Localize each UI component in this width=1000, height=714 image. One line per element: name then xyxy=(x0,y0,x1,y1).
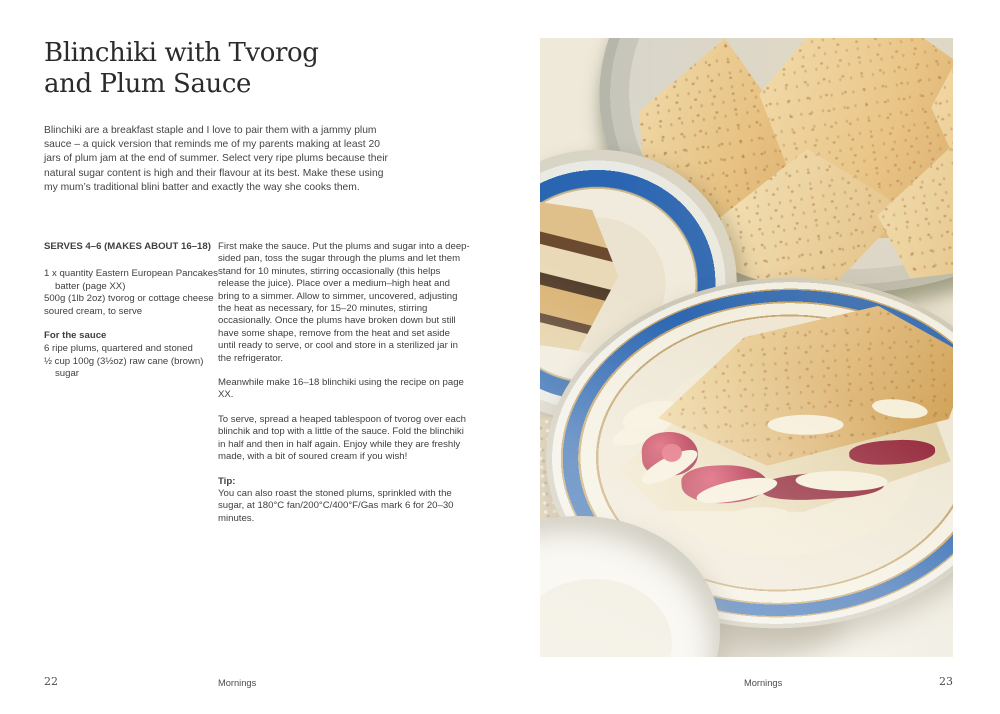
ingredient-line: ½ cup 100g (3½oz) raw cane (brown) xyxy=(44,355,204,367)
sauce-heading: For the sauce xyxy=(44,330,107,342)
method-paragraphs xyxy=(218,241,470,464)
recipe-title xyxy=(44,38,318,100)
left-running-head: Mornings xyxy=(218,678,257,688)
method-column xyxy=(218,241,470,537)
sauce-ingredient-list xyxy=(44,343,224,380)
tip-heading: Tip: xyxy=(218,475,236,487)
method-paragraph: Meanwhile make 16–18 blinchiki using the recipe on page XX. xyxy=(218,377,464,401)
right-running-head: Mornings xyxy=(744,678,783,688)
right-page-number: 23 xyxy=(939,675,953,688)
method-paragraph: First make the sauce. Put the plums and sugar into a deep-sided pan, toss the sugar through the plums and let them stand for 10 minutes, stirring occasionally (this helps release the juice). Place over a medium–high heat and bring to a simmer. Allow to simmer, uncovered, adjusting the heat as necessary, for 15–20 minutes, stirring occasionally. Once the plums have broken down but still have some shape, remove from the heat and set aside until ready to serve, or cool and store in a sterilized jar in the refrigerator. xyxy=(218,241,470,364)
tvorog-cream xyxy=(768,415,844,435)
ingredient-line: 500g (1lb 2oz) tvorog or cottage cheese xyxy=(44,293,214,305)
tip-text: You can also roast the stoned plums, sprinkled with the sugar, at 180°C fan/200°C/400°F/Gas mark 6 for 20–30 minutes. xyxy=(218,487,454,524)
recipe-title-line2: and Plum Sauce xyxy=(44,69,252,99)
left-page-number: 22 xyxy=(44,675,58,688)
ingredient-list xyxy=(44,268,224,318)
recipe-intro: Blinchiki are a breakfast staple and I love to pair them with a jammy plum sauce – a quick version that reminds me of my parents making at least 20 jars of plum jam at the end of summer. Select very ripe plums because their natural sugar content is high and their flavour at its best. Make these using my mum’s traditional blini batter and exactly the way she cooks them. xyxy=(44,125,388,193)
ingredient-line: soured cream, to serve xyxy=(44,305,143,317)
food-photo xyxy=(540,38,953,657)
ingredient-line: 6 ripe plums, quartered and stoned xyxy=(44,343,193,355)
recipe-title-line1: Blinchiki with Tvorog xyxy=(44,38,319,68)
ingredients-column xyxy=(44,241,224,381)
ingredient-line: sugar xyxy=(55,368,79,380)
ingredient-line: batter (page XX) xyxy=(55,280,126,292)
ingredient-line: 1 x quantity Eastern European Pancakes xyxy=(44,268,218,280)
serves-heading: SERVES 4–6 (MAKES ABOUT 16–18) xyxy=(44,241,211,252)
method-paragraph: To serve, spread a heaped tablespoon of tvorog over each blinchik and top with a little of the sauce. Fold the blinchiki in half and then in half again. Enjoy while they are freshly made, with a bit of soured cream if you wish! xyxy=(218,413,467,463)
